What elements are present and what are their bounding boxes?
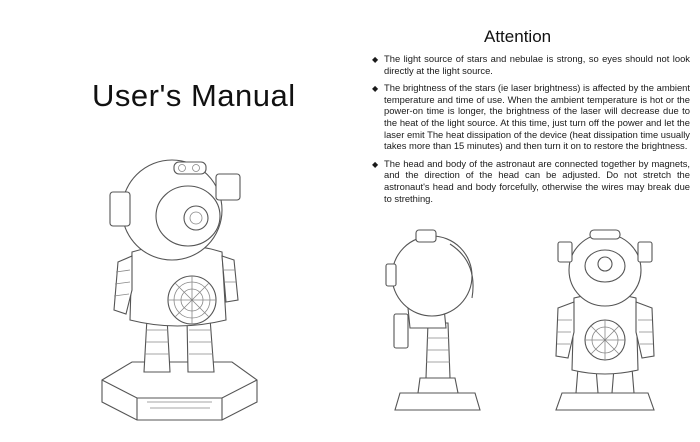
astronaut-front-illustration (540, 228, 670, 413)
attention-item (372, 82, 690, 152)
attention-item (372, 158, 690, 204)
attention-list (372, 53, 690, 210)
attention-item-text: The brightness of the stars (ie laser brightness) is affected by the ambient temperature and time of use. When the ambient temperature is hot or the power-on time is longer, the brightness of the laser will decrease due to the heat of the light source. At this time, just turn off the power and let the laser emit The heat dissipation of the device (heat dissipation time usually takes more than 15 minutes) and then turn it on to restore the brightness. (384, 82, 690, 152)
astronaut-side-illustration (380, 228, 495, 413)
attention-item-text: The light source of stars and nebulae is strong, so eyes should not look directly at the light source. (384, 53, 690, 76)
manual-title: User's Manual (92, 78, 296, 113)
right-page (360, 0, 700, 442)
diamond-bullet-icon: ◆ (372, 84, 379, 94)
diamond-bullet-icon: ◆ (372, 55, 379, 64)
attention-item (372, 53, 690, 76)
astronaut-main-illustration (92, 150, 262, 425)
attention-item-text: The head and body of the astronaut are connected together by magnets, and the direction of the head can be adjusted. Do not stretch the astronaut's head and body forcefully, otherwise the wires may break due to strething. (384, 157, 690, 204)
diamond-bullet-icon: ◆ (372, 159, 379, 169)
attention-heading: Attention (484, 27, 552, 46)
